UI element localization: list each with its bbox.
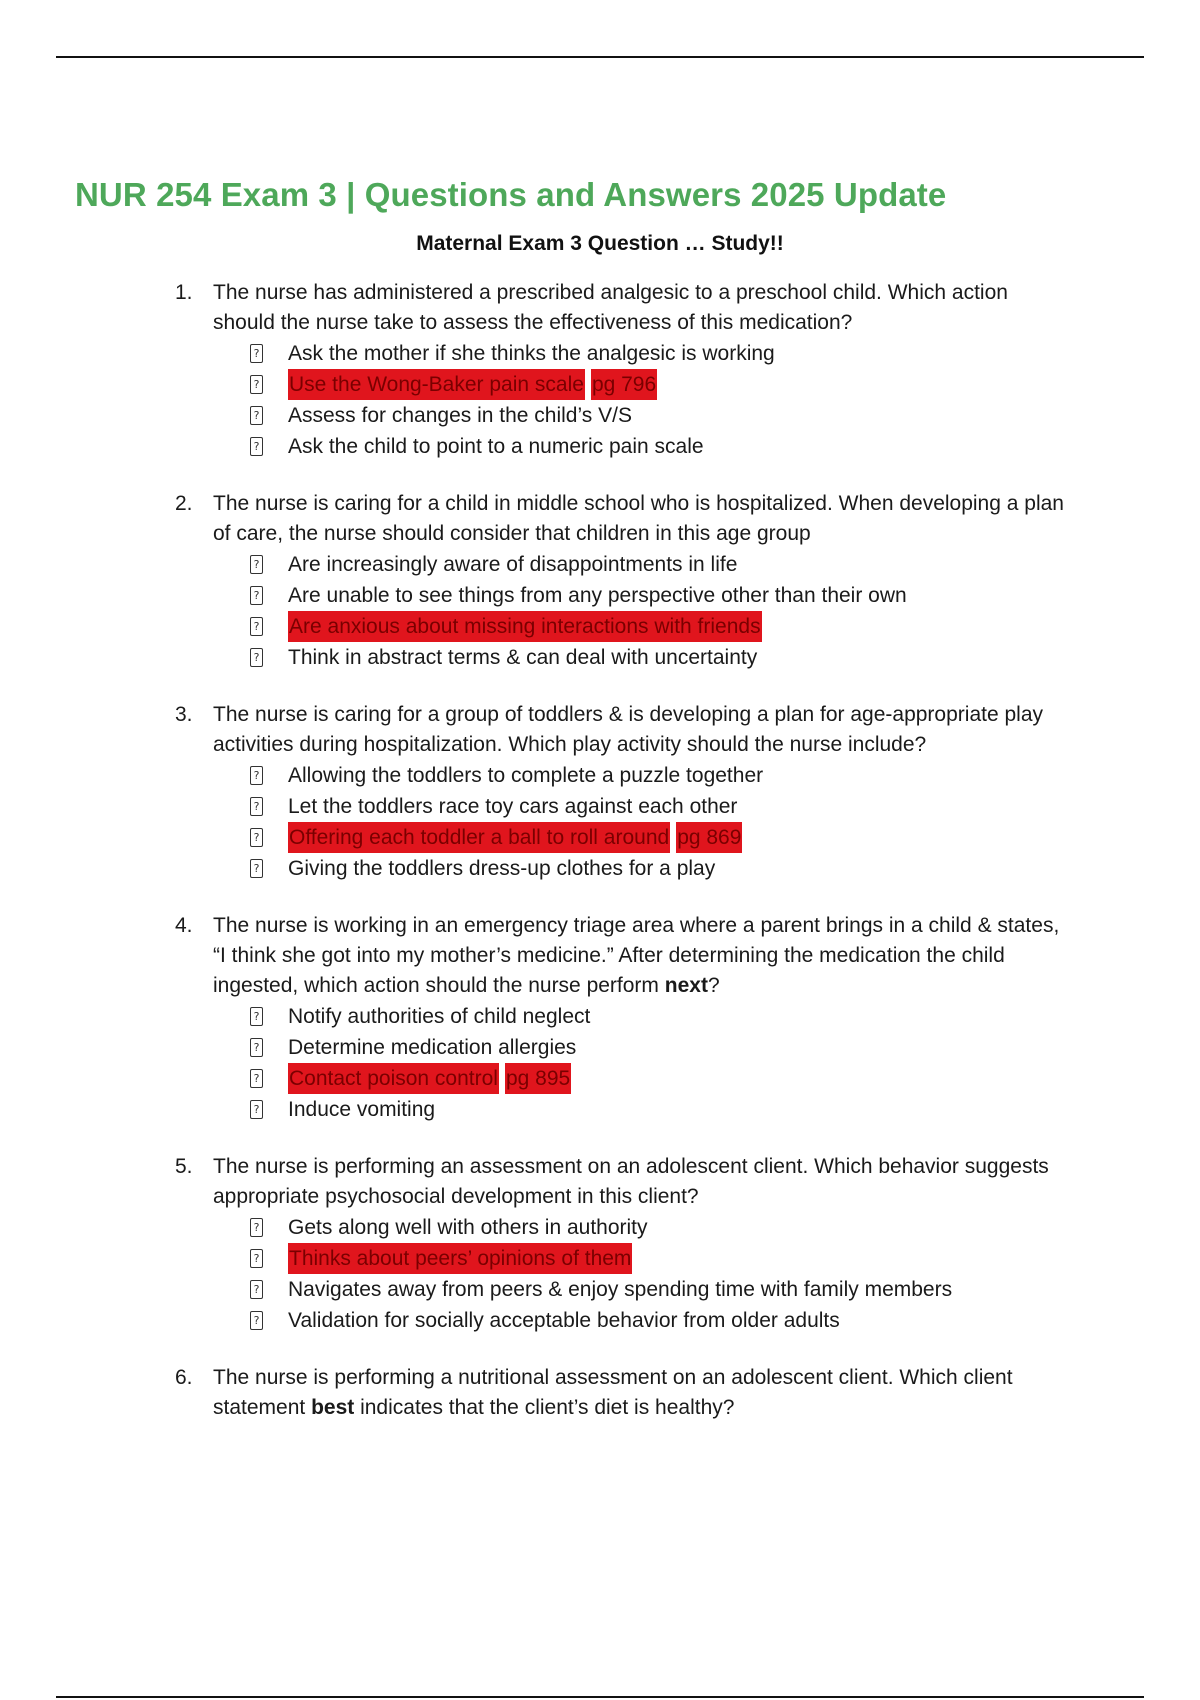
option: [250, 1274, 1075, 1305]
question-list: [175, 278, 1075, 1450]
option: [250, 400, 1075, 431]
option-text: Giving the toddlers dress-up clothes for a play: [288, 857, 716, 880]
checkbox-icon: ?: [250, 1007, 263, 1026]
checkbox-icon: ?: [250, 555, 263, 574]
option-text-highlighted: Contact poison control: [288, 1063, 499, 1094]
checkbox-icon: ?: [250, 1280, 263, 1299]
question-4: [175, 911, 1075, 1125]
option-list: [175, 338, 1075, 462]
option-text-highlighted: Are anxious about missing interactions with friends: [288, 611, 762, 642]
option-list: [175, 1212, 1075, 1336]
question-text: The nurse is performing a nutritional assessment on an adolescent client. Which client statement best indicates that the client’s diet is healthy?: [213, 1366, 1013, 1419]
option: [250, 1001, 1075, 1032]
checkbox-icon: ?: [250, 859, 263, 878]
option-text: Assess for changes in the child’s V/S: [288, 404, 632, 427]
checkbox-icon: ?: [250, 1218, 263, 1237]
option-text: Determine medication allergies: [288, 1036, 577, 1059]
checkbox-icon: ?: [250, 344, 263, 363]
option: [250, 549, 1075, 580]
option: [250, 791, 1075, 822]
checkbox-icon: ?: [250, 406, 263, 425]
option-text: Gets along well with others in authority: [288, 1216, 648, 1239]
question-text: The nurse is performing an assessment on an adolescent client. Which behavior suggests appropriate psychosocial development in this client?: [213, 1155, 1049, 1208]
option-correct: [250, 1063, 1075, 1094]
option-correct: [250, 611, 1075, 642]
checkbox-icon: ?: [250, 648, 263, 667]
option: [250, 642, 1075, 673]
option: [250, 853, 1075, 884]
question-number: 2.: [175, 492, 193, 515]
option: [250, 760, 1075, 791]
checkbox-icon: ?: [250, 375, 263, 394]
option: [250, 338, 1075, 369]
question-text: The nurse is caring for a child in middle school who is hospitalized. When developing a plan of care, the nurse should consider that children in this age group: [213, 492, 1064, 545]
document-title: NUR 254 Exam 3 | Questions and Answers 2025 Update: [75, 176, 947, 213]
question-text: The nurse has administered a prescribed analgesic to a preschool child. Which action should the nurse take to assess the effectiveness of this medication?: [213, 281, 1008, 334]
question-number: 5.: [175, 1155, 193, 1178]
checkbox-icon: ?: [250, 1069, 263, 1088]
checkbox-icon: ?: [250, 797, 263, 816]
option: [250, 1212, 1075, 1243]
option: [250, 1032, 1075, 1063]
option: [250, 580, 1075, 611]
checkbox-icon: ?: [250, 586, 263, 605]
top-rule: [56, 56, 1144, 58]
option-text: Validation for socially acceptable behavior from older adults: [288, 1309, 840, 1332]
bottom-rule: [56, 1696, 1144, 1698]
question-2: [175, 489, 1075, 673]
option-correct: [250, 1243, 1075, 1274]
question-1: [175, 278, 1075, 462]
question-3: [175, 700, 1075, 884]
checkbox-icon: ?: [250, 1038, 263, 1057]
option-text: Think in abstract terms & can deal with uncertainty: [288, 646, 758, 669]
checkbox-icon: ?: [250, 617, 263, 636]
option-correct: [250, 369, 1075, 400]
checkbox-icon: ?: [250, 437, 263, 456]
emphasis-best: best: [311, 1396, 355, 1419]
checkbox-icon: ?: [250, 828, 263, 847]
option-text: Notify authorities of child neglect: [288, 1005, 591, 1028]
option-text-highlighted: Offering each toddler a ball to roll around: [288, 822, 670, 853]
question-number: 3.: [175, 703, 193, 726]
question-text: The nurse is caring for a group of toddlers & is developing a plan for age-appropriate play activities during hospitalization. Which play activity should the nurse include?: [213, 703, 1043, 756]
question-text: The nurse is working in an emergency triage area where a parent brings in a child & states, “I think she got into my mother’s medicine.” After determining the medication the child ingested, which action should the nurse perform next?: [213, 914, 1060, 997]
option-text: Are increasingly aware of disappointments in life: [288, 553, 738, 576]
option-list: [175, 549, 1075, 673]
page-reference: pg 796: [591, 369, 657, 400]
option: [250, 431, 1075, 462]
option-text: Are unable to see things from any perspective other than their own: [288, 584, 907, 607]
checkbox-icon: ?: [250, 766, 263, 785]
question-6: [175, 1363, 1075, 1423]
option: [250, 1094, 1075, 1125]
option-text: Ask the mother if she thinks the analgesic is working: [288, 342, 775, 365]
checkbox-icon: ?: [250, 1100, 263, 1119]
option-list: [175, 760, 1075, 884]
option-text: Induce vomiting: [288, 1098, 436, 1121]
document-subtitle: Maternal Exam 3 Question … Study!!: [416, 232, 784, 255]
option-correct: [250, 822, 1075, 853]
page-reference: pg 869: [676, 822, 742, 853]
option-text: Let the toddlers race toy cars against each other: [288, 795, 738, 818]
option-text: Ask the child to point to a numeric pain scale: [288, 435, 704, 458]
option-text: Navigates away from peers & enjoy spending time with family members: [288, 1278, 953, 1301]
option-text-highlighted: Thinks about peers’ opinions of them: [288, 1243, 632, 1274]
question-5: [175, 1152, 1075, 1336]
question-number: 4.: [175, 914, 193, 937]
checkbox-icon: ?: [250, 1311, 263, 1330]
option-text: Allowing the toddlers to complete a puzzle together: [288, 764, 764, 787]
option: [250, 1305, 1075, 1336]
page-reference: pg 895: [505, 1063, 571, 1094]
option-text-highlighted: Use the Wong-Baker pain scale: [288, 369, 585, 400]
emphasis-next: next: [664, 974, 708, 997]
question-number: 1.: [175, 281, 193, 304]
option-list: [175, 1001, 1075, 1125]
checkbox-icon: ?: [250, 1249, 263, 1268]
question-number: 6.: [175, 1366, 193, 1389]
